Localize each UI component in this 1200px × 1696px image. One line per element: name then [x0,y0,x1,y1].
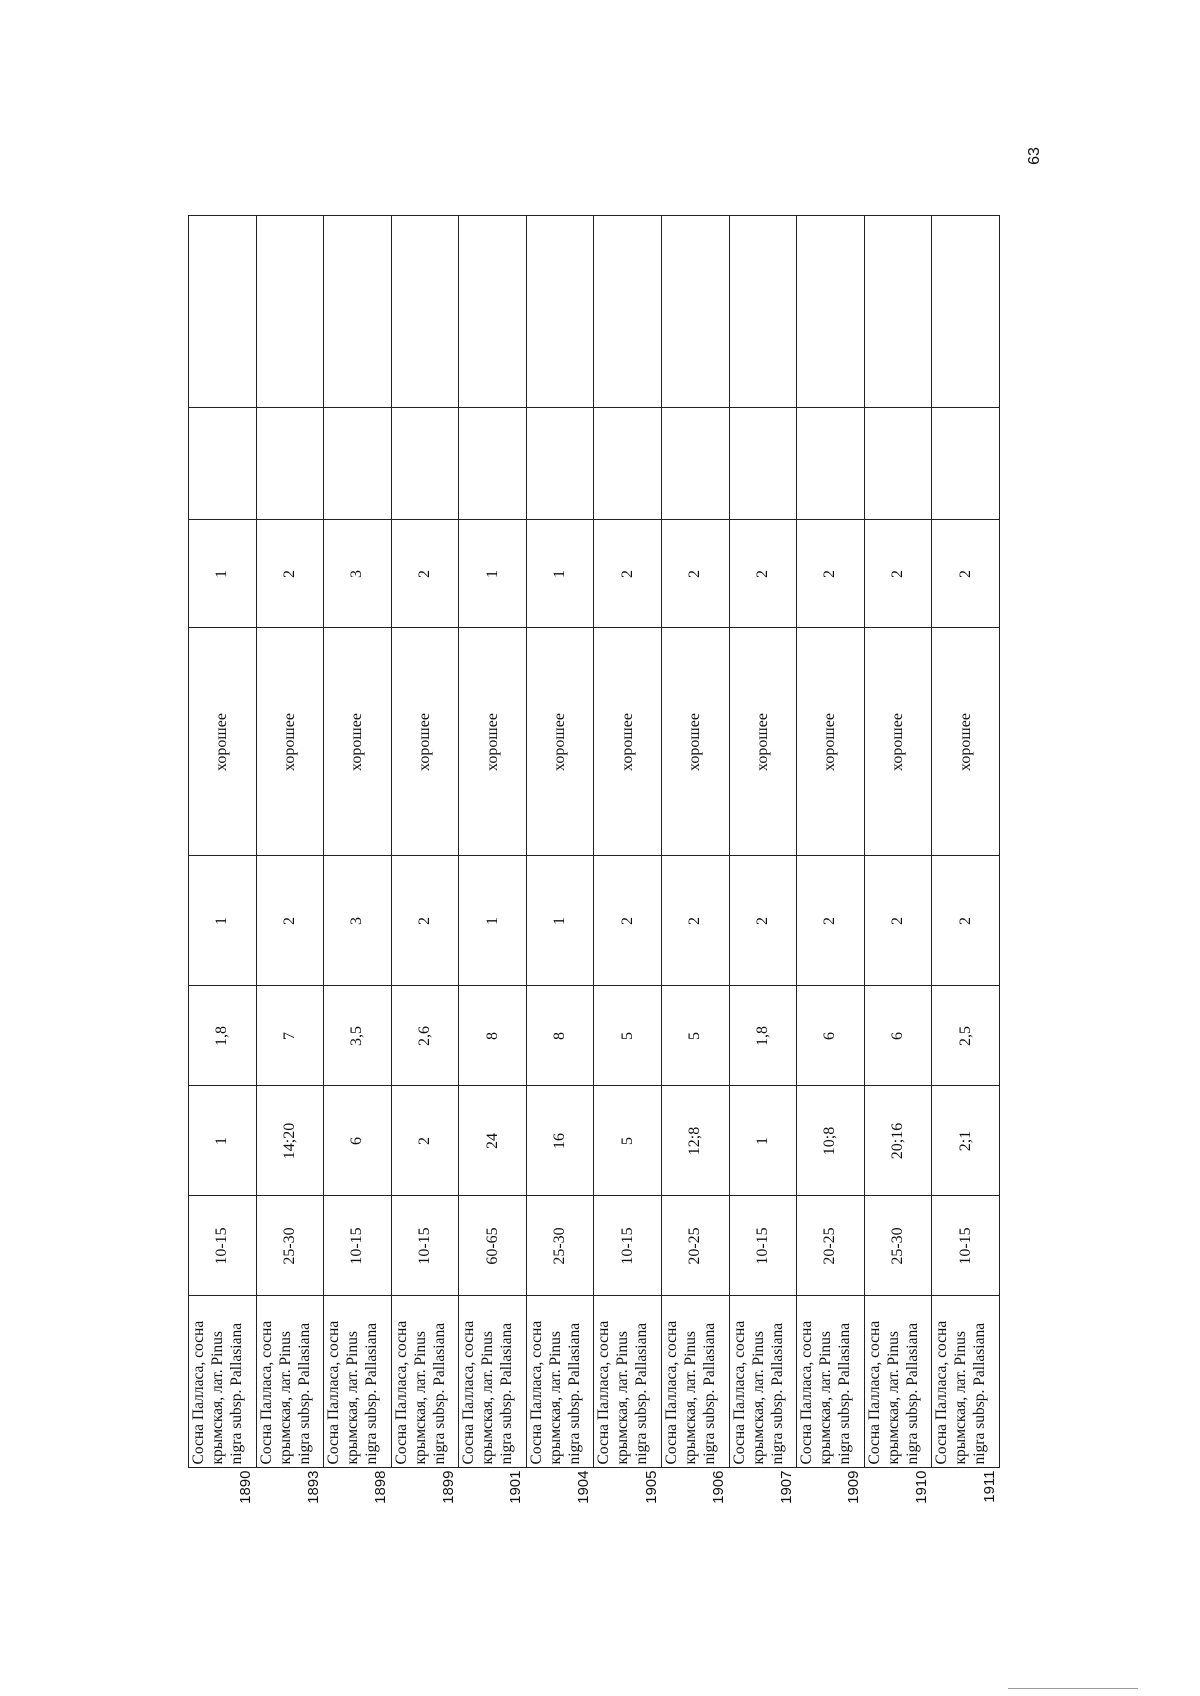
species-cell [864,1296,932,1468]
remark-cell [324,216,392,408]
note-cell [932,408,1000,520]
species-line: nigra subsp. Pallasiana [363,1322,381,1465]
rating-cell: 2 [932,520,1000,628]
count-cell: 1 [729,1086,797,1196]
table-row [459,216,527,1526]
remark-cell [864,216,932,408]
species-line: Сосна Палласа, сосна [460,1320,478,1465]
age-cell: 10-15 [189,1196,257,1296]
quantity-cell: 2 [864,856,932,986]
age-cell: 25-30 [864,1196,932,1296]
age-cell: 25-30 [526,1196,594,1296]
species-line: nigra subsp. Pallasiana [701,1322,719,1465]
species-cell [256,1296,324,1468]
count-cell: 12;8 [662,1086,730,1196]
species-cell [526,1296,594,1468]
condition-cell: хорошее [797,628,865,856]
rating-cell: 1 [459,520,527,628]
year-cell: 1910 [912,1470,930,1504]
species-line: крымская, лат. Pinus [952,1331,970,1465]
table-row [256,216,324,1526]
year-cell: 1898 [372,1470,390,1504]
species-line: Сосна Палласа, сосна [190,1320,207,1465]
note-cell [797,408,865,520]
rating-cell: 2 [864,520,932,628]
condition-cell: хорошее [729,628,797,856]
species-line: Сосна Палласа, сосна [663,1320,681,1465]
species-cell [189,1296,257,1468]
year-cell: 1909 [845,1470,863,1504]
remark-cell [797,216,865,408]
species-line: nigra subsp. Pallasiana [768,1322,786,1465]
age-cell: 20-25 [662,1196,730,1296]
year-cell: 1899 [439,1470,457,1504]
species-line: крымская, лат. Pinus [682,1331,700,1465]
year-cell: 1905 [642,1470,660,1504]
note-cell [256,408,324,520]
species-line: Сосна Палласа, сосна [392,1320,410,1465]
page-number: 63 [1026,147,1043,165]
year-cell: 1906 [710,1470,728,1504]
species-cell [391,1296,459,1468]
species-line: крымская, лат. Pinus [817,1331,835,1465]
species-line: крымская, лат. Pinus [344,1331,362,1465]
table-row [864,216,932,1526]
species-line: Сосна Палласа, сосна [257,1320,275,1465]
table-row [526,216,594,1526]
quantity-cell: 2 [391,856,459,986]
rating-cell: 1 [189,520,257,628]
age-cell: 10-15 [932,1196,1000,1296]
remark-cell [256,216,324,408]
species-cell [797,1296,865,1468]
size-cell: 8 [459,986,527,1086]
size-cell: 7 [256,986,324,1086]
note-cell [459,408,527,520]
remark-cell [932,216,1000,408]
age-cell: 20-25 [797,1196,865,1296]
condition-cell: хорошее [459,628,527,856]
species-line: nigra subsp. Pallasiana [565,1322,583,1465]
age-cell: 10-15 [729,1196,797,1296]
size-cell: 5 [662,986,730,1086]
species-cell [459,1296,527,1468]
remark-cell [594,216,662,408]
rotated-table-container [188,216,1000,1526]
count-cell: 14;20 [256,1086,324,1196]
note-cell [594,408,662,520]
table-row [324,216,392,1526]
species-line: nigra subsp. Pallasiana [430,1322,448,1465]
rating-cell: 3 [324,520,392,628]
rating-cell: 2 [729,520,797,628]
count-cell: 2 [391,1086,459,1196]
note-cell [526,408,594,520]
remark-cell [189,216,257,408]
count-cell: 6 [324,1086,392,1196]
quantity-cell: 2 [797,856,865,986]
size-cell: 6 [864,986,932,1086]
species-line: Сосна Палласа, сосна [527,1320,545,1465]
note-cell [662,408,730,520]
species-line: Сосна Палласа, сосна [865,1320,883,1465]
condition-cell: хорошее [256,628,324,856]
species-line: nigra subsp. Pallasiana [498,1322,516,1465]
species-line: крымская, лат. Pinus [546,1331,564,1465]
remark-cell [729,216,797,408]
quantity-cell: 1 [526,856,594,986]
table-row [662,216,730,1526]
count-cell: 10;8 [797,1086,865,1196]
size-cell: 1,8 [729,986,797,1086]
size-cell: 6 [797,986,865,1086]
size-cell: 2,5 [932,986,1000,1086]
remark-cell [391,216,459,408]
species-cell [662,1296,730,1468]
table-row [594,216,662,1526]
species-line: Сосна Палласа, сосна [595,1320,613,1465]
footer-rule [1008,1688,1138,1689]
species-cell [729,1296,797,1468]
count-cell: 5 [594,1086,662,1196]
rating-cell: 2 [391,520,459,628]
species-line: Сосна Палласа, сосна [730,1320,748,1465]
condition-cell: хорошее [594,628,662,856]
age-cell: 10-15 [324,1196,392,1296]
size-cell: 3,5 [324,986,392,1086]
count-cell: 16 [526,1086,594,1196]
species-cell [594,1296,662,1468]
remark-cell [662,216,730,408]
age-cell: 10-15 [594,1196,662,1296]
quantity-cell: 2 [729,856,797,986]
species-line: крымская, лат. Pinus [276,1331,294,1465]
note-cell [864,408,932,520]
year-cell: 1911 [980,1470,998,1503]
species-cell [324,1296,392,1468]
species-line: Сосна Палласа, сосна [798,1320,816,1465]
quantity-cell: 2 [594,856,662,986]
species-line: nigra subsp. Pallasiana [228,1322,245,1465]
species-line: nigra subsp. Pallasiana [903,1322,921,1465]
count-cell: 1 [189,1086,257,1196]
rating-cell: 2 [256,520,324,628]
condition-cell: хорошее [189,628,257,856]
remark-cell [459,216,527,408]
species-line: крымская, лат. Pinus [411,1331,429,1465]
species-line: nigra subsp. Pallasiana [971,1322,989,1465]
species-line: крымская, лат. Pinus [209,1331,226,1465]
count-cell: 2;1 [932,1086,1000,1196]
note-cell [729,408,797,520]
quantity-cell: 1 [459,856,527,986]
rating-cell: 2 [797,520,865,628]
age-cell: 10-15 [391,1196,459,1296]
rating-cell: 1 [526,520,594,628]
condition-cell: хорошее [662,628,730,856]
year-cell: 1901 [507,1470,525,1504]
quantity-cell: 2 [662,856,730,986]
quantity-cell: 1 [189,856,257,986]
species-line: nigra subsp. Pallasiana [633,1322,651,1465]
note-cell [324,408,392,520]
year-cell: 1904 [574,1470,592,1504]
condition-cell: хорошее [391,628,459,856]
count-cell: 20;16 [864,1086,932,1196]
age-cell: 60-65 [459,1196,527,1296]
table-body [189,216,1000,1526]
year-cell: 1890 [237,1470,255,1504]
condition-cell: хорошее [324,628,392,856]
species-line: крымская, лат. Pinus [884,1331,902,1465]
size-cell: 1,8 [189,986,257,1086]
size-cell: 8 [526,986,594,1086]
species-line: крымская, лат. Pinus [479,1331,497,1465]
quantity-cell: 3 [324,856,392,986]
rating-cell: 2 [594,520,662,628]
size-cell: 2,6 [391,986,459,1086]
size-cell: 5 [594,986,662,1086]
species-line: nigra subsp. Pallasiana [836,1322,854,1465]
species-cell [932,1296,1000,1468]
species-line: Сосна Палласа, сосна [933,1320,951,1465]
quantity-cell: 2 [932,856,1000,986]
rating-cell: 2 [662,520,730,628]
table-row [797,216,865,1526]
note-cell [189,408,257,520]
condition-cell: хорошее [932,628,1000,856]
table-row [189,216,257,1526]
quantity-cell: 2 [256,856,324,986]
table-row [932,216,1000,1526]
species-line: Сосна Палласа, сосна [325,1320,343,1465]
count-cell: 24 [459,1086,527,1196]
age-cell: 25-30 [256,1196,324,1296]
condition-cell: хорошее [864,628,932,856]
remark-cell [526,216,594,408]
records-table [188,216,1000,1527]
year-cell: 1893 [304,1470,322,1504]
table-row [729,216,797,1526]
species-line: крымская, лат. Pinus [749,1331,767,1465]
table-row [391,216,459,1526]
year-cell: 1907 [777,1470,795,1504]
species-line: крымская, лат. Pinus [614,1331,632,1465]
condition-cell: хорошее [526,628,594,856]
note-cell [391,408,459,520]
species-line: nigra subsp. Pallasiana [295,1322,313,1465]
